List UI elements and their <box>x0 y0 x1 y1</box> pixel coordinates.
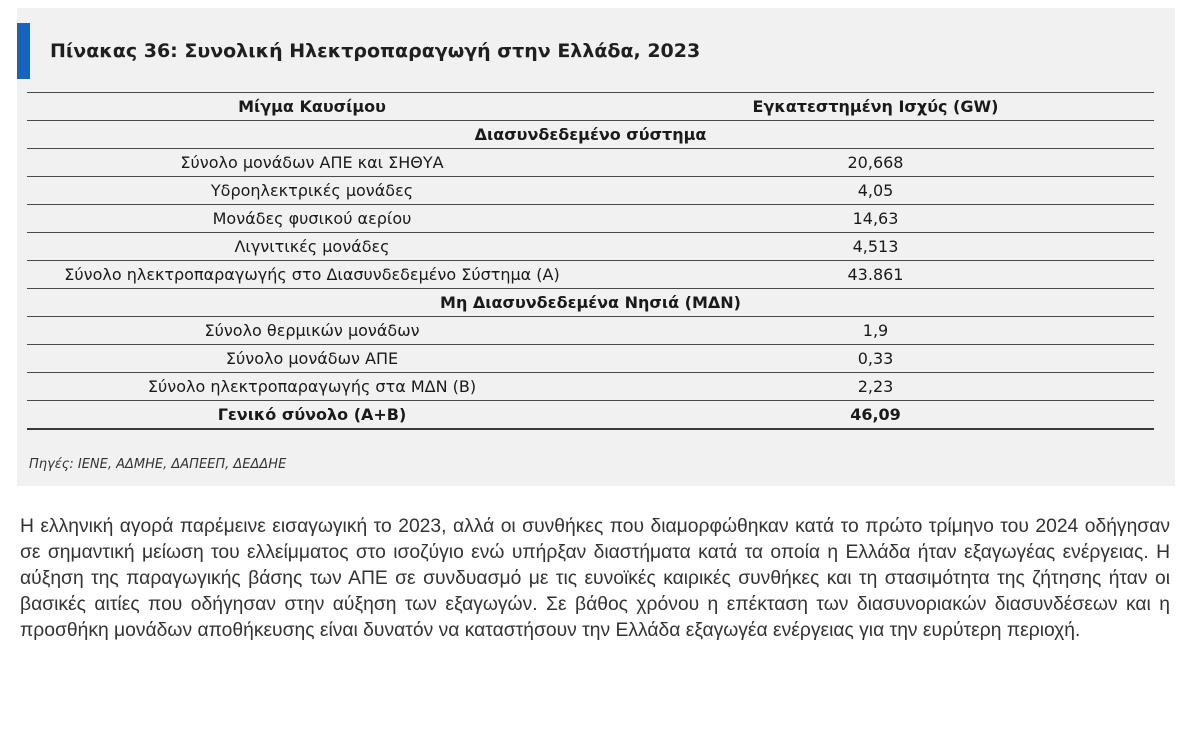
source-note: Πηγές: ΙΕΝΕ, ΑΔΜΗΕ, ΔΑΠΕΕΠ, ΔΕΔΔΗΕ <box>29 457 287 472</box>
title-accent-bar <box>17 23 30 79</box>
row-value: 0,33 <box>597 345 1154 373</box>
column-header-fuel: Μίγμα Καυσίμου <box>27 93 597 121</box>
section-title-islands: Μη Διασυνδεδεμένα Νησιά (ΜΔΝ) <box>27 289 1154 317</box>
body-paragraph: Η ελληνική αγορά παρέμεινε εισαγωγική το 2023, αλλά οι συνθήκες που διαμορφώθηκαν κατά το πρώτο τρίμηνο του 2024 οδήγησαν σε σημαντική μείωση του ελλείμματος στο ισοζύγιο ενώ υπήρξαν διαστήματα κατά τα οποία η Ελλάδα ήταν εξαγωγέας ενέργειας. Η αύξηση της παραγωγικής βάσης των ΑΠΕ σε συνδυασμό με τις ευνοϊκές καιρικές συνθήκες και τη στασιμότητα της ζήτησης ήταν οι βασικές αιτίες που οδήγησαν στην αύξηση των εξαγωγών. Σε βάθος χρόνου η επέκταση των διασυνοριακών διασυνδέσεων και η προσθήκη μονάδων αποθήκευσης είναι δυνατόν να καταστήσουν την Ελλάδα εξαγωγέα ενέργειας για την ευρύτερη περιοχή. <box>20 516 1170 641</box>
row-label: Σύνολο ηλεκτροπαραγωγής στα ΜΔΝ (Β) <box>27 373 597 401</box>
section-title-interconnected: Διασυνδεδεμένο σύστημα <box>27 121 1154 149</box>
table-row <box>27 373 1154 401</box>
table-row <box>27 149 1154 177</box>
table-row <box>27 261 1154 289</box>
table-row <box>27 205 1154 233</box>
row-label: Σύνολο ηλεκτροπαραγωγής στο Διασυνδεδεμένο Σύστημα (Α) <box>27 261 597 289</box>
total-row <box>27 401 1154 430</box>
row-value: 4,05 <box>597 177 1154 205</box>
table-row <box>27 177 1154 205</box>
row-label: Σύνολο μονάδων ΑΠΕ και ΣΗΘΥΑ <box>27 149 597 177</box>
table-header-row <box>27 93 1154 121</box>
row-value: 2,23 <box>597 373 1154 401</box>
table-row <box>27 345 1154 373</box>
section-row-interconnected <box>27 121 1154 149</box>
total-label: Γενικό σύνολο (Α+Β) <box>27 401 597 430</box>
row-value: 43.861 <box>597 261 1154 289</box>
row-label: Μονάδες φυσικού αερίου <box>27 205 597 233</box>
table-row <box>27 233 1154 261</box>
table-panel <box>17 8 1175 486</box>
row-label: Σύνολο θερμικών μονάδων <box>27 317 597 345</box>
row-value: 4,513 <box>597 233 1154 261</box>
row-value: 14,63 <box>597 205 1154 233</box>
row-label: Σύνολο μονάδων ΑΠΕ <box>27 345 597 373</box>
row-label: Υδροηλεκτρικές μονάδες <box>27 177 597 205</box>
row-label: Λιγνιτικές μονάδες <box>27 233 597 261</box>
section-row-islands <box>27 289 1154 317</box>
table-title: Πίνακας 36: Συνολική Ηλεκτροπαραγωγή στην Ελλάδα, 2023 <box>50 40 701 62</box>
column-header-capacity: Εγκατεστημένη Ισχύς (GW) <box>597 93 1154 121</box>
table-row <box>27 317 1154 345</box>
total-value: 46,09 <box>597 401 1154 430</box>
row-value: 1,9 <box>597 317 1154 345</box>
row-value: 20,668 <box>597 149 1154 177</box>
generation-table <box>27 92 1154 430</box>
